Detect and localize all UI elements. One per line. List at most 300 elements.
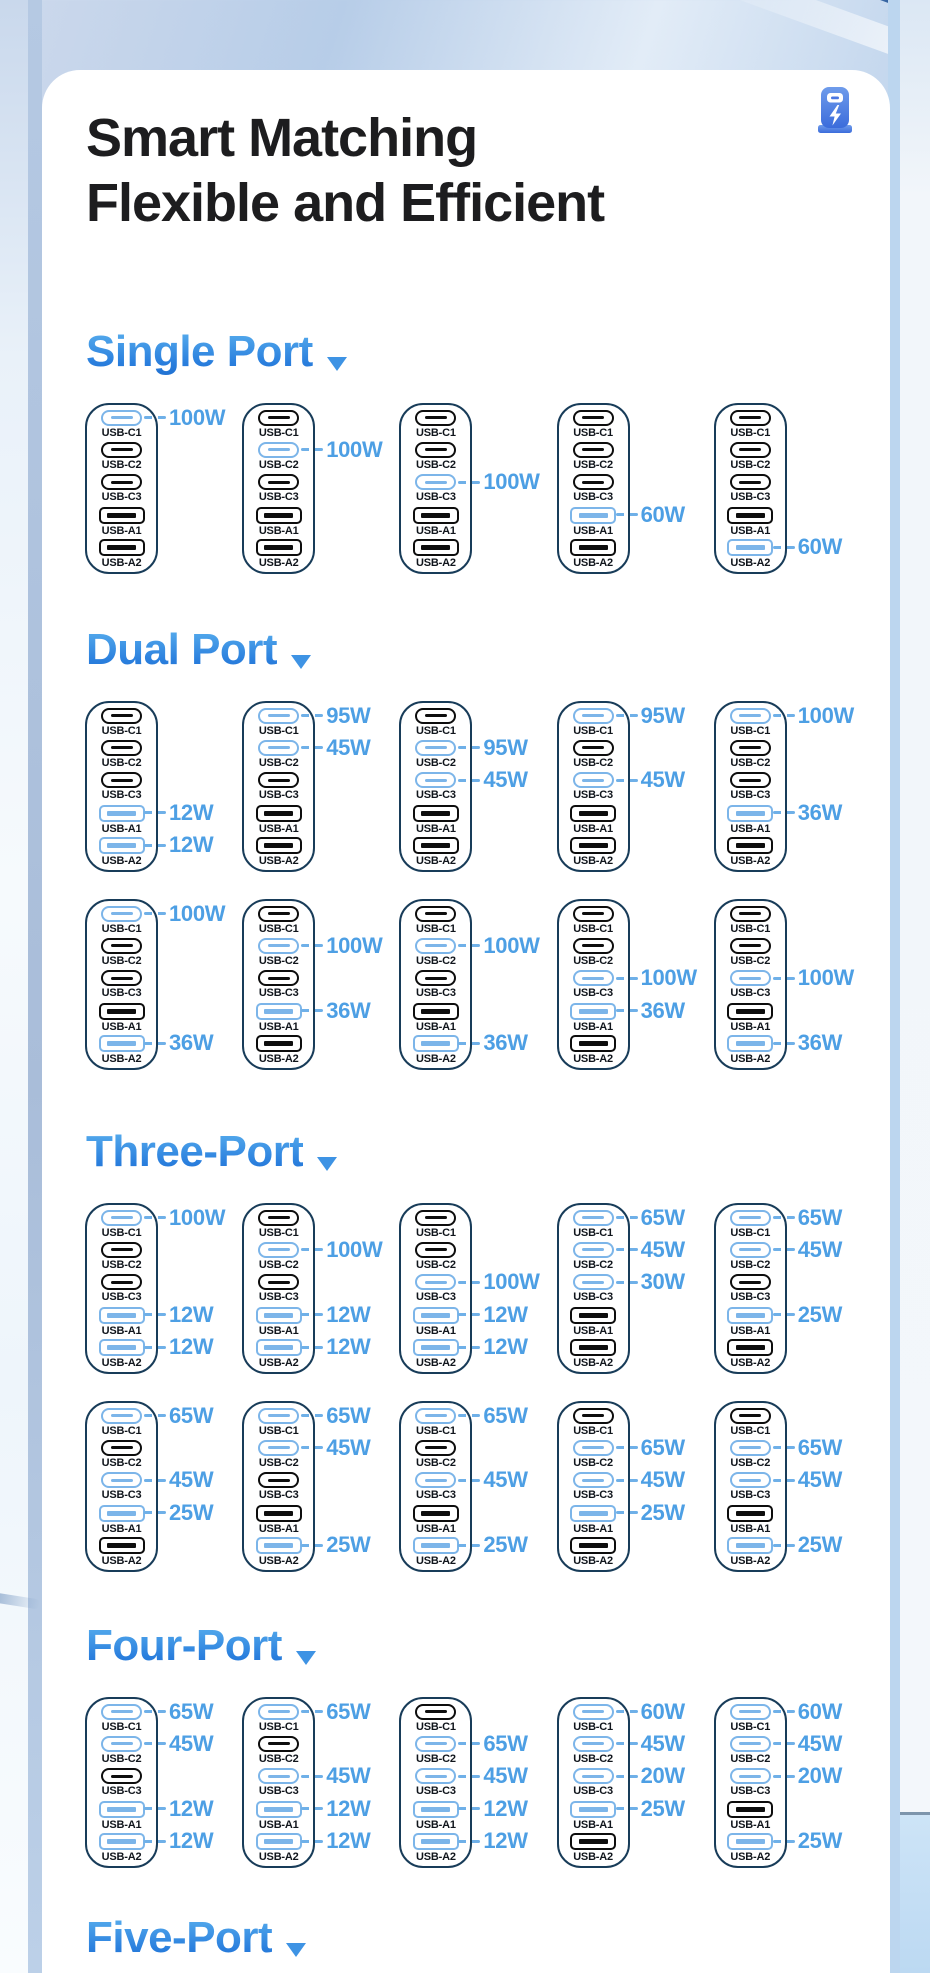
usb-c-port [258,410,299,426]
dash-line [773,1710,795,1713]
watt-callout [773,1699,842,1725]
usb-c-port [573,708,614,724]
port-pin-bar [582,1414,604,1417]
port-label: USB-C1 [730,1226,771,1239]
charger-diagram [714,1203,871,1374]
port-label: USB-A1 [258,1522,299,1535]
dash-line [301,1840,323,1843]
watt-value: 25W [640,1795,685,1821]
port-pin-bar [421,811,450,817]
port-pin-bar [582,448,604,451]
port-label: USB-A2 [416,557,456,570]
watt-value: 12W [326,1795,371,1821]
usb-c-port [730,1472,771,1488]
port-label: USB-C1 [258,1720,299,1733]
port-label: USB-C1 [730,426,771,439]
watt-value: 20W [797,1763,843,1789]
port-unit [87,970,156,1002]
port-label: USB-C1 [416,426,456,439]
port-pin-bar [421,1345,450,1351]
usb-c-port [101,1274,142,1290]
watt-callout [773,1435,842,1461]
usb-a-port [413,1035,459,1052]
port-pin-bar [736,1543,765,1549]
port-unit [559,1307,628,1339]
port-pin-bar [264,1543,293,1549]
watt-callout [458,469,539,495]
usb-a-port [413,1833,459,1850]
background-left-band [28,0,42,1973]
dash-line [458,1281,480,1284]
usb-c-port [415,442,456,458]
port-label: USB-A2 [730,1357,771,1370]
watt-value: 45W [640,1467,685,1493]
port-label: USB-A2 [573,557,613,570]
watt-callout [144,1731,213,1757]
watt-callout [773,1302,842,1328]
dash-line [301,1414,323,1417]
port-label: USB-C2 [258,756,299,769]
port-label: USB-C2 [258,458,299,471]
usb-c-port [415,410,456,426]
port-unit [559,1035,628,1067]
usb-c-port [573,1274,614,1290]
port-pin-bar [268,416,290,419]
dash-line [144,1840,166,1843]
port-label: USB-A1 [573,1818,613,1831]
watt-value: 100W [483,932,540,958]
port-pin-bar [736,1511,765,1517]
port-label: USB-A2 [573,1053,613,1066]
port-unit [716,799,843,837]
watt-callout [773,703,854,729]
port-pin-bar [582,1775,604,1778]
chevron-down-icon [291,655,311,669]
charger-diagram [399,1203,556,1374]
watt-callout [773,534,842,560]
watt-value: 100W [169,404,226,430]
port-label: USB-A2 [730,1555,771,1568]
watt-value: 25W [640,1499,685,1525]
charger-row [42,701,890,872]
dash-line [773,977,795,980]
usb-c-port [730,474,771,490]
port-pin-bar [425,1710,447,1713]
charger-outline [242,403,383,574]
dash-line [301,1313,323,1316]
port-label: USB-A1 [101,822,142,835]
usb-c-port [101,1768,142,1784]
usb-c-port [573,474,614,490]
port-label: USB-A2 [416,1851,456,1864]
port-pin-bar [421,1511,450,1517]
usb-a-port [570,1339,616,1356]
port-pin-bar [268,1775,290,1778]
port-unit [401,1334,528,1371]
port-label: USB-C3 [101,987,142,1000]
port-pin-bar [736,1009,765,1015]
port-label: USB-C3 [416,1785,456,1798]
port-unit [716,474,785,506]
port-label: USB-C1 [258,1226,299,1239]
usb-c-port [101,740,142,756]
watt-value: 45W [797,1467,843,1493]
port-pin-bar [739,1248,761,1251]
sections-container [42,328,890,1962]
usb-c-port [730,772,771,788]
port-unit [559,1339,628,1371]
watt-callout [144,1699,213,1725]
usb-c-port [573,1472,614,1488]
port-unit [716,1339,785,1371]
usb-a-port [99,539,145,556]
usb-c-port [730,1704,771,1720]
usb-c-port [258,970,299,986]
dash-line [144,912,166,915]
port-pin-bar [736,843,765,849]
watt-callout [144,405,225,431]
watt-callout [616,767,685,793]
port-pin-bar [107,1313,136,1319]
charger-diagram [85,899,242,1070]
usb-c-port [730,1440,771,1456]
port-unit [244,734,371,772]
port-label: USB-C2 [101,1258,142,1271]
port-pin-bar [107,1009,136,1015]
port-unit [401,539,470,571]
section-heading-label: Five-Port [86,1912,273,1962]
port-pin-bar [579,1807,608,1813]
content-card [42,70,890,1973]
watt-value: 100W [326,932,383,958]
port-unit [87,1537,156,1569]
port-pin-bar [579,1313,608,1319]
port-pin-bar [111,912,133,915]
usb-c-port [101,970,142,986]
port-label: USB-C1 [258,922,299,935]
dash-line [773,714,795,717]
port-label: USB-A2 [573,855,613,868]
port-unit [716,1532,843,1569]
dash-line [144,1414,166,1417]
usb-c-port [258,938,299,954]
port-pin-bar [264,811,293,817]
port-pin-bar [736,1839,765,1845]
background-right-panel-bottom [900,1812,930,1973]
port-label: USB-C3 [101,1489,142,1502]
port-label: USB-A1 [416,1522,456,1535]
port-pin-bar [268,481,290,484]
dash-line [458,1479,480,1482]
watt-value: 65W [326,1698,371,1724]
usb-a-port [570,1537,616,1554]
usb-c-port [415,970,456,986]
port-pin-bar [111,416,133,419]
watt-callout [144,1205,225,1231]
charger-outline [85,403,226,574]
port-unit [244,805,313,837]
usb-a-port [413,1801,459,1818]
section-four [42,1622,890,1868]
port-unit [559,1795,685,1833]
watt-callout [301,998,370,1024]
port-pin-bar [579,1511,608,1517]
port-unit [244,507,313,539]
watt-value: 30W [640,1269,685,1295]
port-label: USB-A2 [258,1357,299,1370]
watt-value: 36W [640,997,685,1023]
port-label: USB-A1 [730,1522,771,1535]
watt-value: 65W [326,1402,371,1428]
port-label: USB-C1 [416,1720,456,1733]
watt-value: 12W [483,1795,528,1821]
port-label: USB-C1 [101,922,142,935]
port-label: USB-A2 [258,1555,299,1568]
port-unit [716,740,785,772]
dash-line [773,811,795,814]
dash-line [616,1807,638,1810]
watt-value: 100W [169,1204,226,1230]
dash-line [616,1009,638,1012]
dash-line [773,1313,795,1316]
usb-c-port [258,772,299,788]
usb-a-port [99,1833,145,1850]
usb-c-port [415,1242,456,1258]
port-unit [559,997,685,1035]
port-unit [559,837,628,869]
port-unit [401,1402,528,1440]
usb-c-port [730,1768,771,1784]
port-unit [716,1301,843,1339]
usb-a-port [256,1537,302,1554]
usb-c-port [573,1408,614,1424]
dash-line [458,746,480,749]
port-label: USB-C3 [730,1291,771,1304]
port-pin-bar [582,416,604,419]
charger-outline [399,1697,528,1868]
usb-c-port [101,1408,142,1424]
watt-value: 65W [797,1204,843,1230]
port-pin-bar [107,1839,136,1845]
port-unit [87,1828,214,1865]
port-pin-bar [421,843,450,849]
port-unit [244,1334,371,1371]
usb-c-port [258,1472,299,1488]
port-pin-bar [582,1216,604,1219]
dash-line [616,1511,638,1514]
port-unit [244,1035,313,1067]
port-label: USB-C1 [101,724,142,737]
port-label: USB-C2 [573,954,613,967]
port-unit [244,539,313,571]
port-unit [401,1210,470,1242]
port-pin-bar [736,1313,765,1319]
watt-value: 45W [169,1730,214,1756]
port-pin-bar [736,1345,765,1351]
charger-diagram [399,403,556,574]
usb-c-port [415,1736,456,1752]
port-pin-bar [579,1543,608,1549]
watt-value: 45W [483,1763,528,1789]
port-label: USB-C2 [730,1456,771,1469]
port-unit [244,837,313,869]
dash-line [773,1042,795,1045]
port-unit [87,900,226,938]
watt-callout [458,735,527,761]
port-label: USB-C3 [573,789,613,802]
watt-value: 45W [640,1236,685,1262]
watt-callout [616,1467,685,1493]
port-pin-bar [268,1710,290,1713]
port-pin-bar [268,714,290,717]
watt-value: 12W [483,1301,528,1327]
port-label: USB-C1 [573,1226,613,1239]
watt-callout [301,735,370,761]
usb-c-port [573,740,614,756]
usb-a-port [256,1801,302,1818]
port-pin-bar [111,1710,133,1713]
port-label: USB-C1 [573,724,613,737]
watt-value: 45W [483,767,528,793]
usb-c-port [101,1440,142,1456]
port-label: USB-C3 [416,491,456,504]
port-pin-bar [107,1543,136,1549]
dash-line [144,811,166,814]
usb-a-port [570,837,616,854]
port-pin-bar [107,1511,136,1517]
watt-callout [301,933,382,959]
port-unit [87,832,214,869]
port-label: USB-C1 [416,1226,456,1239]
port-label: USB-C3 [101,491,142,504]
port-unit [87,740,156,772]
watt-value: 45W [326,734,371,760]
port-label: USB-A1 [573,1324,613,1337]
watt-value: 45W [326,1763,371,1789]
section-single [42,328,890,574]
usb-a-port [413,507,459,524]
watt-value: 45W [640,1730,685,1756]
watt-value: 12W [483,1828,528,1854]
usb-c-port [730,1210,771,1226]
port-pin-bar [579,513,608,519]
dash-line [458,1775,480,1778]
charger-outline [85,701,214,872]
charger-outline [85,899,226,1070]
usb-a-port [570,1801,616,1818]
watt-callout [144,1334,213,1360]
dash-line [458,1346,480,1349]
charger-outline [714,1401,843,1572]
port-unit [87,1030,214,1067]
charger-outline [714,1697,843,1868]
port-unit [401,469,540,506]
watt-value: 65W [169,1402,214,1428]
port-label: USB-C3 [258,1291,299,1304]
port-label: USB-A2 [416,1357,456,1370]
usb-a-port [99,1035,145,1052]
port-pin-bar [268,448,290,451]
port-label: USB-A1 [416,1020,456,1033]
charger-outline [557,1203,685,1374]
dash-line [458,1840,480,1843]
watt-value: 12W [169,799,214,825]
dash-line [616,1248,638,1251]
port-pin-bar [421,1041,450,1047]
port-label: USB-C2 [258,1752,299,1765]
port-pin-bar [579,545,608,551]
watt-value: 45W [797,1730,843,1756]
usb-a-port [99,837,145,854]
port-unit [87,442,156,474]
page-title-line2: Flexible and Efficient [86,172,605,233]
watt-callout [616,1500,685,1526]
port-pin-bar [111,1281,133,1284]
charger-outline [242,1401,371,1572]
port-pin-bar [739,1775,761,1778]
charger-outline [85,1697,214,1868]
watt-callout [458,1532,527,1558]
charger-diagram [85,701,242,872]
port-unit [244,1698,371,1736]
port-unit [87,1242,156,1274]
usb-a-port [256,1833,302,1850]
port-label: USB-C1 [101,1720,142,1733]
port-unit [244,1472,313,1504]
usb-c-port [415,1210,456,1226]
port-label: USB-A2 [730,1851,771,1864]
port-pin-bar [739,1710,761,1713]
watt-callout [144,1030,213,1056]
usb-c-port [415,1408,456,1424]
port-pin-bar [264,1345,293,1351]
port-pin-bar [582,1248,604,1251]
port-pin-bar [264,1839,293,1845]
watt-callout [458,1467,527,1493]
usb-c-port [730,1274,771,1290]
port-label: USB-A1 [258,1324,299,1337]
watt-value: 12W [169,832,214,858]
dash-line [144,1042,166,1045]
charger-outline [85,1203,226,1374]
port-label: USB-A1 [573,524,613,537]
watt-callout [616,1731,685,1757]
watt-value: 45W [797,1236,843,1262]
port-label: USB-C3 [416,789,456,802]
port-label: USB-C1 [573,1424,613,1437]
watt-value: 25W [483,1532,528,1558]
watt-value: 45W [483,1467,528,1493]
port-pin-bar [264,1009,293,1015]
port-pin-bar [264,1511,293,1517]
usb-c-port [730,970,771,986]
usb-c-port [258,1210,299,1226]
watt-callout [773,1532,842,1558]
port-label: USB-C2 [573,756,613,769]
dash-line [301,944,323,947]
port-label: USB-A2 [416,855,456,868]
port-label: USB-A1 [730,524,771,537]
watt-value: 95W [640,702,685,728]
port-unit [87,1730,214,1768]
watt-value: 36W [797,799,843,825]
chevron-down-icon [286,1943,306,1957]
port-pin-bar [579,1041,608,1047]
dash-line [458,1807,480,1810]
charger-row [42,899,890,1070]
watt-value: 36W [326,997,371,1023]
charger-diagram [85,1203,242,1374]
